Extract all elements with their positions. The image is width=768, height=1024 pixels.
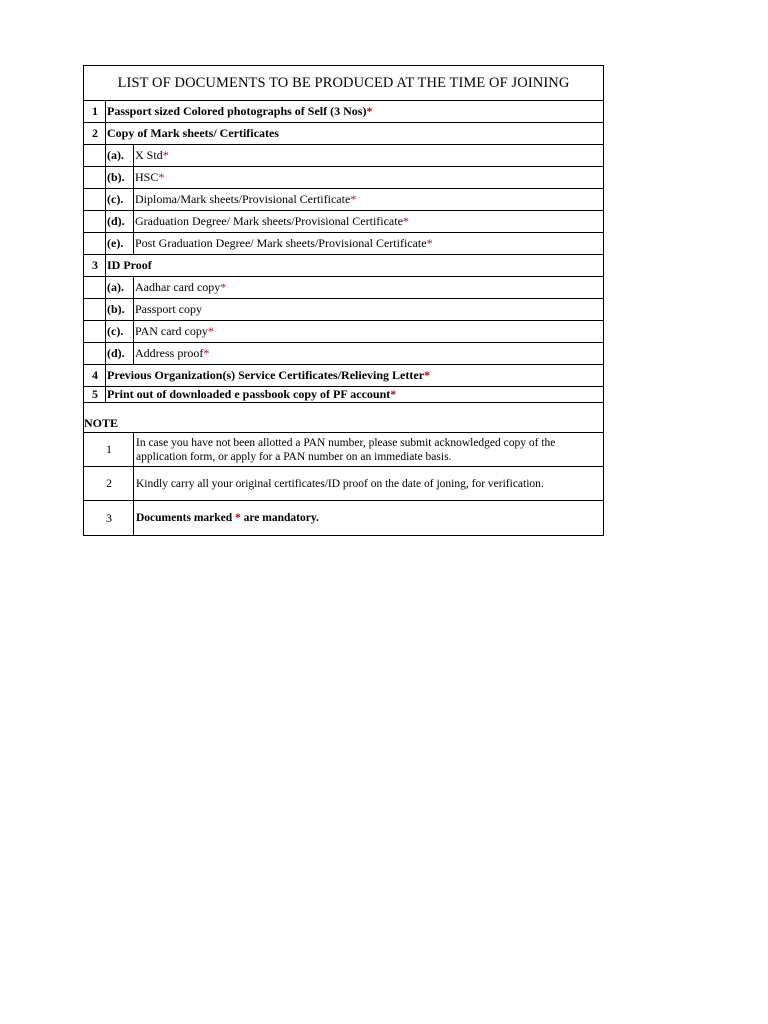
sub-item-text: Graduation Degree/ Mark sheets/Provisional Certificate * [135,214,409,228]
item-row-4 [83,365,604,387]
sub-item-text: Address proof * [135,346,210,360]
sub-item-label: (e). [107,236,124,250]
sub-item-label: (c). [107,192,124,206]
title-row [83,65,604,101]
item-row-1 [83,101,604,123]
mandatory-asterisk: * [402,214,409,228]
item-row-2 [83,123,604,145]
mandatory-asterisk: * [235,512,241,524]
item-number: 3 [92,258,98,272]
sub-item-label: (d). [107,214,125,228]
sub-item-label: (b). [107,302,125,316]
sub-item-row [83,145,604,167]
sub-item-text: HSC * [135,170,165,184]
sub-item-row [83,343,604,365]
note-text: In case you have not been allotted a PAN number, please submit acknowledged copy of the application form, or apply for a PAN number on an immediate basis. [136,436,556,463]
note-number: 3 [106,510,112,525]
item-number: 2 [92,126,98,140]
item-row-3 [83,255,604,277]
note-header-row [83,403,604,433]
note-number: 2 [106,476,112,490]
note-label: NOTE [84,416,119,430]
item-text: Copy of Mark sheets/ Certificates [107,126,279,140]
item-text: Passport sized Colored photographs of Self (3 Nos) * [107,104,373,118]
sub-item-label: (c). [107,324,124,338]
mandatory-asterisk: * [424,368,431,382]
note-text: Documents marked * are mandatory. [136,512,319,524]
sub-item-row [83,233,604,255]
documents-checklist-sheet [83,65,604,536]
sub-item-row [83,277,604,299]
sub-item-row [83,189,604,211]
sub-item-text: Aadhar card copy * [135,280,227,294]
item-number: 5 [92,387,98,401]
sub-item-row [83,321,604,343]
item-number: 4 [92,368,98,382]
sub-item-label: (a). [107,280,124,294]
sub-item-label: (a). [107,148,124,162]
item-text: Print out of downloaded e passbook copy of PF account * [107,387,397,401]
sub-item-text: Post Graduation Degree/ Mark sheets/Provisional Certificate * [135,236,433,250]
mandatory-asterisk: * [426,236,433,250]
mandatory-asterisk: * [207,324,214,338]
note-row-1 [83,433,604,467]
mandatory-asterisk: * [350,192,357,206]
sub-item-label: (d). [107,346,125,360]
sub-item-text: Passport copy [135,302,202,316]
sub-item-row [83,299,604,321]
mandatory-asterisk: * [220,280,227,294]
item-row-5 [83,387,604,403]
sheet-title: LIST OF DOCUMENTS TO BE PRODUCED AT THE TIME OF JOINING [117,74,570,91]
mandatory-asterisk: * [366,104,373,118]
item-text: ID Proof [107,258,152,272]
sub-item-row [83,211,604,233]
item-text: Previous Organization(s) Service Certificates/Relieving Letter * [107,368,431,382]
note-row-3 [83,501,604,536]
sub-item-label: (b). [107,170,125,184]
sub-item-row [83,167,604,189]
mandatory-asterisk: * [158,170,165,184]
mandatory-asterisk: * [390,387,397,401]
sub-item-text: Diploma/Mark sheets/Provisional Certificate * [135,192,357,206]
item-number: 1 [92,104,98,118]
note-text: Kindly carry all your original certificates/ID proof on the date of joning, for verification. [136,477,544,490]
sub-item-text: PAN card copy * [135,324,214,338]
mandatory-asterisk: * [203,346,210,360]
mandatory-asterisk: * [162,148,169,162]
note-row-2 [83,467,604,501]
note-number: 1 [106,442,112,456]
sub-item-text: X Std * [135,148,169,162]
